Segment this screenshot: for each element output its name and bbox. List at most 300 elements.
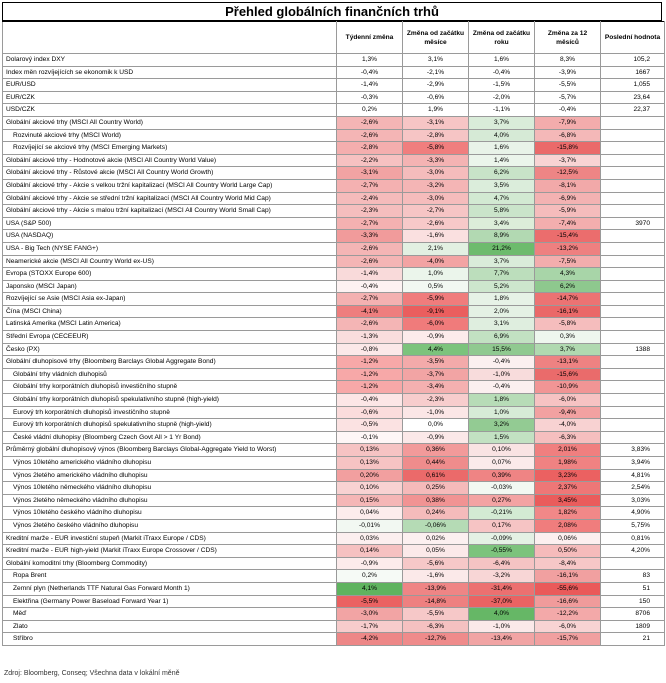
change-12m: 2,01% (535, 444, 601, 457)
weekly-change: -1,2% (337, 356, 403, 369)
row-label: Střední Evropa (CECEEUR) (3, 331, 337, 344)
last-value (601, 242, 665, 255)
last-value (601, 431, 665, 444)
last-value: 1667 (601, 66, 665, 79)
ytd-change: 5,2% (469, 280, 535, 293)
ytd-change: 0,10% (469, 444, 535, 457)
row-label: EUR/USD (3, 79, 337, 92)
ytd-change: 5,8% (469, 205, 535, 218)
change-12m: -16,1% (535, 570, 601, 583)
last-value (601, 356, 665, 369)
change-12m: -12,5% (535, 167, 601, 180)
weekly-change: -3,1% (337, 167, 403, 180)
last-value: 0,81% (601, 532, 665, 545)
change-12m: -7,5% (535, 255, 601, 268)
row-label: Čína (MSCI China) (3, 305, 337, 318)
change-12m: 0,50% (535, 545, 601, 558)
table-row (3, 230, 665, 243)
last-value (601, 293, 665, 306)
ytd-change: 6,2% (469, 167, 535, 180)
mtd-change: -2,9% (403, 79, 469, 92)
mtd-change: -2,6% (403, 217, 469, 230)
last-value: 1388 (601, 343, 665, 356)
ytd-change: 0,17% (469, 519, 535, 532)
row-label: Japonsko (MSCI Japan) (3, 280, 337, 293)
last-value: 83 (601, 570, 665, 583)
weekly-change: -2,7% (337, 217, 403, 230)
table-row (3, 217, 665, 230)
table-row (3, 66, 665, 79)
ytd-change: 3,5% (469, 179, 535, 192)
change-12m: 2,08% (535, 519, 601, 532)
last-value (601, 557, 665, 570)
mtd-change: -3,3% (403, 154, 469, 167)
mtd-change: 3,1% (403, 54, 469, 67)
table-row (3, 79, 665, 92)
row-label: USD/CZK (3, 104, 337, 117)
ytd-change: 1,0% (469, 406, 535, 419)
table-row (3, 545, 665, 558)
mtd-change: 2,1% (403, 242, 469, 255)
weekly-change: 0,10% (337, 482, 403, 495)
header-12m: Změna za 12 měsíců (535, 22, 601, 54)
row-label: Kreditní marže - EUR investiční stupeň (Markit iTraxx Europe / CDS) (3, 532, 337, 545)
mtd-change: -2,8% (403, 129, 469, 142)
mtd-change: 0,02% (403, 532, 469, 545)
change-12m: -5,7% (535, 91, 601, 104)
row-label: Eurový trh korporátních dluhopisů spekulativního stupně (high-yield) (3, 419, 337, 432)
row-label: Výnos 2letého českého vládního dluhopisu (3, 519, 337, 532)
change-12m: -7,9% (535, 116, 601, 129)
last-value: 8706 (601, 608, 665, 621)
change-12m: -13,1% (535, 356, 601, 369)
report-title: Přehled globálních finančních trhů (2, 2, 662, 21)
change-12m: -6,3% (535, 431, 601, 444)
row-label: Rozvinuté akciové trhy (MSCI World) (3, 129, 337, 142)
table-row (3, 494, 665, 507)
ytd-change: 7,7% (469, 268, 535, 281)
mtd-change: -0,9% (403, 331, 469, 344)
last-value (601, 368, 665, 381)
mtd-change: -5,6% (403, 557, 469, 570)
table-row (3, 192, 665, 205)
ytd-change: -1,5% (469, 79, 535, 92)
mtd-change: 1,0% (403, 268, 469, 281)
last-value (601, 394, 665, 407)
header-last: Poslední hodnota (601, 22, 665, 54)
weekly-change: -2,6% (337, 242, 403, 255)
row-label: Globální akciové trhy - Akcie se střední tržní kapitalizací (MSCI All Country World Mid Cap) (3, 192, 337, 205)
header-mtd: Změna od začátku měsíce (403, 22, 469, 54)
change-12m: -8,4% (535, 557, 601, 570)
table-row (3, 582, 665, 595)
row-label: Globální dluhopisové trhy (Bloomberg Barclays Global Aggregate Bond) (3, 356, 337, 369)
mtd-change: 0,05% (403, 545, 469, 558)
table-row (3, 356, 665, 369)
mtd-change: 0,5% (403, 280, 469, 293)
change-12m: -14,7% (535, 293, 601, 306)
change-12m: -6,9% (535, 192, 601, 205)
last-value (601, 381, 665, 394)
row-label: Rozvíjející se akciové trhy (MSCI Emerging Markets) (3, 142, 337, 155)
row-label: Dolarový index DXY (3, 54, 337, 67)
row-label: Zlato (3, 620, 337, 633)
mtd-change: 0,24% (403, 507, 469, 520)
last-value: 150 (601, 595, 665, 608)
row-label: USA (NASDAQ) (3, 230, 337, 243)
weekly-change: 0,20% (337, 469, 403, 482)
ytd-change: 8,9% (469, 230, 535, 243)
last-value (601, 205, 665, 218)
table-row (3, 570, 665, 583)
mtd-change: -0,06% (403, 519, 469, 532)
ytd-change: 3,4% (469, 217, 535, 230)
ytd-change: -31,4% (469, 582, 535, 595)
mtd-change: -3,2% (403, 179, 469, 192)
weekly-change: -1,7% (337, 620, 403, 633)
last-value (601, 268, 665, 281)
ytd-change: 3,1% (469, 318, 535, 331)
ytd-change: 4,7% (469, 192, 535, 205)
mtd-change: -5,8% (403, 142, 469, 155)
change-12m: -5,9% (535, 205, 601, 218)
change-12m: 1,82% (535, 507, 601, 520)
table-row (3, 532, 665, 545)
mtd-change: -0,6% (403, 91, 469, 104)
weekly-change: -1,2% (337, 381, 403, 394)
markets-table (2, 21, 665, 646)
ytd-change: 4,0% (469, 608, 535, 621)
ytd-change: -6,4% (469, 557, 535, 570)
row-label: Globální akciové trhy (MSCI All Country World) (3, 116, 337, 129)
change-12m: 2,37% (535, 482, 601, 495)
ytd-change: -0,21% (469, 507, 535, 520)
last-value: 23,64 (601, 91, 665, 104)
row-label: Stříbro (3, 633, 337, 646)
change-12m: -3,9% (535, 66, 601, 79)
weekly-change: 0,2% (337, 104, 403, 117)
row-label: Eurový trh korporátních dluhopisů investičního stupně (3, 406, 337, 419)
ytd-change: -1,1% (469, 104, 535, 117)
ytd-change: 2,0% (469, 305, 535, 318)
last-value: 21 (601, 633, 665, 646)
last-value: 105,2 (601, 54, 665, 67)
weekly-change: -2,6% (337, 255, 403, 268)
row-label: Globální trhy vládních dluhopisů (3, 368, 337, 381)
weekly-change: -3,3% (337, 230, 403, 243)
table-row (3, 469, 665, 482)
mtd-change: 0,61% (403, 469, 469, 482)
ytd-change: -0,03% (469, 482, 535, 495)
table-row (3, 608, 665, 621)
table-row (3, 154, 665, 167)
table-row (3, 116, 665, 129)
table-row (3, 482, 665, 495)
row-label: Evropa (STOXX Europe 600) (3, 268, 337, 281)
table-row (3, 331, 665, 344)
row-label: Index měn rozvíjejících se ekonomik k USD (3, 66, 337, 79)
mtd-change: -1,6% (403, 230, 469, 243)
change-12m: -3,7% (535, 154, 601, 167)
ytd-change: -13,4% (469, 633, 535, 646)
mtd-change: -12,7% (403, 633, 469, 646)
weekly-change: -2,6% (337, 116, 403, 129)
ytd-change: -2,0% (469, 91, 535, 104)
last-value (601, 167, 665, 180)
weekly-change: -0,8% (337, 343, 403, 356)
change-12m: -15,7% (535, 633, 601, 646)
row-label: Česko (PX) (3, 343, 337, 356)
table-row (3, 255, 665, 268)
ytd-change: 1,6% (469, 142, 535, 155)
last-value: 22,37 (601, 104, 665, 117)
ytd-change: -37,0% (469, 595, 535, 608)
ytd-change: 0,07% (469, 457, 535, 470)
last-value: 1,055 (601, 79, 665, 92)
last-value: 1809 (601, 620, 665, 633)
table-row (3, 394, 665, 407)
last-value (601, 142, 665, 155)
weekly-change: 0,15% (337, 494, 403, 507)
table-row (3, 557, 665, 570)
weekly-change: -0,1% (337, 431, 403, 444)
change-12m: -6,0% (535, 394, 601, 407)
weekly-change: -2,6% (337, 129, 403, 142)
header-label (3, 22, 337, 54)
ytd-change: 6,9% (469, 331, 535, 344)
table-row (3, 620, 665, 633)
table-row (3, 142, 665, 155)
change-12m: 3,7% (535, 343, 601, 356)
weekly-change: -0,3% (337, 91, 403, 104)
change-12m: -5,5% (535, 79, 601, 92)
change-12m: 3,23% (535, 469, 601, 482)
weekly-change: -0,4% (337, 394, 403, 407)
change-12m: -12,2% (535, 608, 601, 621)
change-12m: -6,0% (535, 620, 601, 633)
mtd-change: -2,3% (403, 394, 469, 407)
row-label: Globální komoditní trhy (Bloomberg Commodity) (3, 557, 337, 570)
change-12m: 3,45% (535, 494, 601, 507)
table-row (3, 507, 665, 520)
ytd-change: -0,4% (469, 66, 535, 79)
row-label: Globální akciové trhy - Hodnotové akcie (MSCI All Country World Value) (3, 154, 337, 167)
mtd-change: 0,25% (403, 482, 469, 495)
last-value (601, 230, 665, 243)
ytd-change: -1,0% (469, 368, 535, 381)
weekly-change: -1,4% (337, 79, 403, 92)
last-value (601, 305, 665, 318)
change-12m: -9,4% (535, 406, 601, 419)
last-value: 4,90% (601, 507, 665, 520)
row-label: Kreditní marže - EUR high-yield (Markit iTraxx Europe Crossover / CDS) (3, 545, 337, 558)
table-row (3, 519, 665, 532)
row-label: Výnos 10letého českého vládního dluhopisu (3, 507, 337, 520)
table-row (3, 457, 665, 470)
ytd-change: 1,6% (469, 54, 535, 67)
table-row (3, 318, 665, 331)
ytd-change: 1,5% (469, 431, 535, 444)
weekly-change: 0,13% (337, 444, 403, 457)
weekly-change: 4,1% (337, 582, 403, 595)
last-value: 5,75% (601, 519, 665, 532)
row-label: USA - Big Tech (NYSE FANG+) (3, 242, 337, 255)
ytd-change: 3,7% (469, 116, 535, 129)
ytd-change: -0,4% (469, 381, 535, 394)
table-row (3, 368, 665, 381)
table-body (3, 54, 665, 646)
last-value (601, 179, 665, 192)
mtd-change: -0,9% (403, 431, 469, 444)
row-label: Globální trhy korporátních dluhopisů spekulativního stupně (high-yield) (3, 394, 337, 407)
weekly-change: -2,3% (337, 205, 403, 218)
table-row (3, 167, 665, 180)
weekly-change: 0,13% (337, 457, 403, 470)
change-12m: -10,9% (535, 381, 601, 394)
table-row (3, 444, 665, 457)
source-note: Zdroj: Bloomberg, Conseq; Všechna data v lokální měně (4, 670, 180, 677)
weekly-change: -2,7% (337, 179, 403, 192)
weekly-change: -1,2% (337, 368, 403, 381)
ytd-change: 3,2% (469, 419, 535, 432)
ytd-change: 0,27% (469, 494, 535, 507)
last-value (601, 318, 665, 331)
ytd-change: -0,55% (469, 545, 535, 558)
last-value: 2,54% (601, 482, 665, 495)
mtd-change: -1,6% (403, 570, 469, 583)
weekly-change: 0,03% (337, 532, 403, 545)
table-row (3, 54, 665, 67)
table-row (3, 293, 665, 306)
table-row (3, 242, 665, 255)
row-label: Rozvíjející se Asie (MSCI Asia ex-Japan) (3, 293, 337, 306)
weekly-change: -2,8% (337, 142, 403, 155)
row-label: Výnos 2letého německého vládního dluhopisu (3, 494, 337, 507)
table-row (3, 179, 665, 192)
mtd-change: 4,4% (403, 343, 469, 356)
ytd-change: -0,4% (469, 356, 535, 369)
ytd-change: 3,7% (469, 255, 535, 268)
change-12m: 0,3% (535, 331, 601, 344)
change-12m: 4,3% (535, 268, 601, 281)
mtd-change: -3,0% (403, 167, 469, 180)
mtd-change: -3,4% (403, 381, 469, 394)
row-label: Zemní plyn (Netherlands TTF Natural Gas Forward Month 1) (3, 582, 337, 595)
row-label: Výnos 10letého amerického vládního dluhopisu (3, 457, 337, 470)
ytd-change: -0,09% (469, 532, 535, 545)
weekly-change: -3,0% (337, 608, 403, 621)
mtd-change: -3,7% (403, 368, 469, 381)
mtd-change: -5,9% (403, 293, 469, 306)
change-12m: 8,3% (535, 54, 601, 67)
weekly-change: -4,1% (337, 305, 403, 318)
change-12m: -15,6% (535, 368, 601, 381)
mtd-change: -13,9% (403, 582, 469, 595)
row-label: Ropa Brent (3, 570, 337, 583)
change-12m: -5,8% (535, 318, 601, 331)
last-value (601, 154, 665, 167)
change-12m: -6,8% (535, 129, 601, 142)
row-label: Výnos 2letého amerického vládního dluhopisu (3, 469, 337, 482)
table-row (3, 205, 665, 218)
mtd-change: 1,9% (403, 104, 469, 117)
table-row (3, 305, 665, 318)
last-value: 3,94% (601, 457, 665, 470)
change-12m: -55,6% (535, 582, 601, 595)
change-12m: -4,0% (535, 419, 601, 432)
last-value: 4,20% (601, 545, 665, 558)
weekly-change: 1,3% (337, 54, 403, 67)
weekly-change: -0,4% (337, 280, 403, 293)
row-label: Výnos 10letého německého vládního dluhopisu (3, 482, 337, 495)
header-ytd: Změna od začátku roku (469, 22, 535, 54)
weekly-change: -5,5% (337, 595, 403, 608)
change-12m: -16,6% (535, 595, 601, 608)
row-label: EUR/CZK (3, 91, 337, 104)
ytd-change: 15,5% (469, 343, 535, 356)
mtd-change: -2,1% (403, 66, 469, 79)
mtd-change: -6,0% (403, 318, 469, 331)
weekly-change: 0,14% (337, 545, 403, 558)
last-value (601, 255, 665, 268)
table-row (3, 343, 665, 356)
weekly-change: -0,4% (337, 66, 403, 79)
row-label: Globální akciové trhy - Růstové akcie (MSCI All Country World Growth) (3, 167, 337, 180)
table-row (3, 419, 665, 432)
ytd-change: 1,4% (469, 154, 535, 167)
mtd-change: -3,1% (403, 116, 469, 129)
last-value (601, 406, 665, 419)
weekly-change: 0,2% (337, 570, 403, 583)
mtd-change: 0,0% (403, 419, 469, 432)
change-12m: -16,1% (535, 305, 601, 318)
row-label: Elektřina (Germany Power Baseload Forward Year 1) (3, 595, 337, 608)
row-label: Neamerické akcie (MSCI All Country World ex-US) (3, 255, 337, 268)
change-12m: -8,1% (535, 179, 601, 192)
table-row (3, 268, 665, 281)
ytd-change: -1,0% (469, 620, 535, 633)
change-12m: 1,98% (535, 457, 601, 470)
weekly-change: -0,01% (337, 519, 403, 532)
ytd-change: 1,8% (469, 394, 535, 407)
row-label: Průměrný globální dluhopisový výnos (Bloomberg Barclays Global-Aggregate Yield to Worst) (3, 444, 337, 457)
table-row (3, 104, 665, 117)
mtd-change: -4,0% (403, 255, 469, 268)
row-label: Globální trhy korporátních dluhopisů investičního stupně (3, 381, 337, 394)
ytd-change: 0,39% (469, 469, 535, 482)
weekly-change: 0,04% (337, 507, 403, 520)
row-label: Měď (3, 608, 337, 621)
change-12m: -15,8% (535, 142, 601, 155)
weekly-change: -0,6% (337, 406, 403, 419)
weekly-change: -2,6% (337, 318, 403, 331)
mtd-change: -5,5% (403, 608, 469, 621)
row-label: Latinská Amerika (MSCI Latin America) (3, 318, 337, 331)
mtd-change: -1,0% (403, 406, 469, 419)
mtd-change: -14,8% (403, 595, 469, 608)
last-value (601, 280, 665, 293)
change-12m: 6,2% (535, 280, 601, 293)
mtd-change: 0,36% (403, 444, 469, 457)
change-12m: -7,4% (535, 217, 601, 230)
weekly-change: -2,7% (337, 293, 403, 306)
ytd-change: 1,8% (469, 293, 535, 306)
table-row (3, 91, 665, 104)
change-12m: -13,2% (535, 242, 601, 255)
last-value: 4,81% (601, 469, 665, 482)
last-value: 3970 (601, 217, 665, 230)
table-row (3, 431, 665, 444)
